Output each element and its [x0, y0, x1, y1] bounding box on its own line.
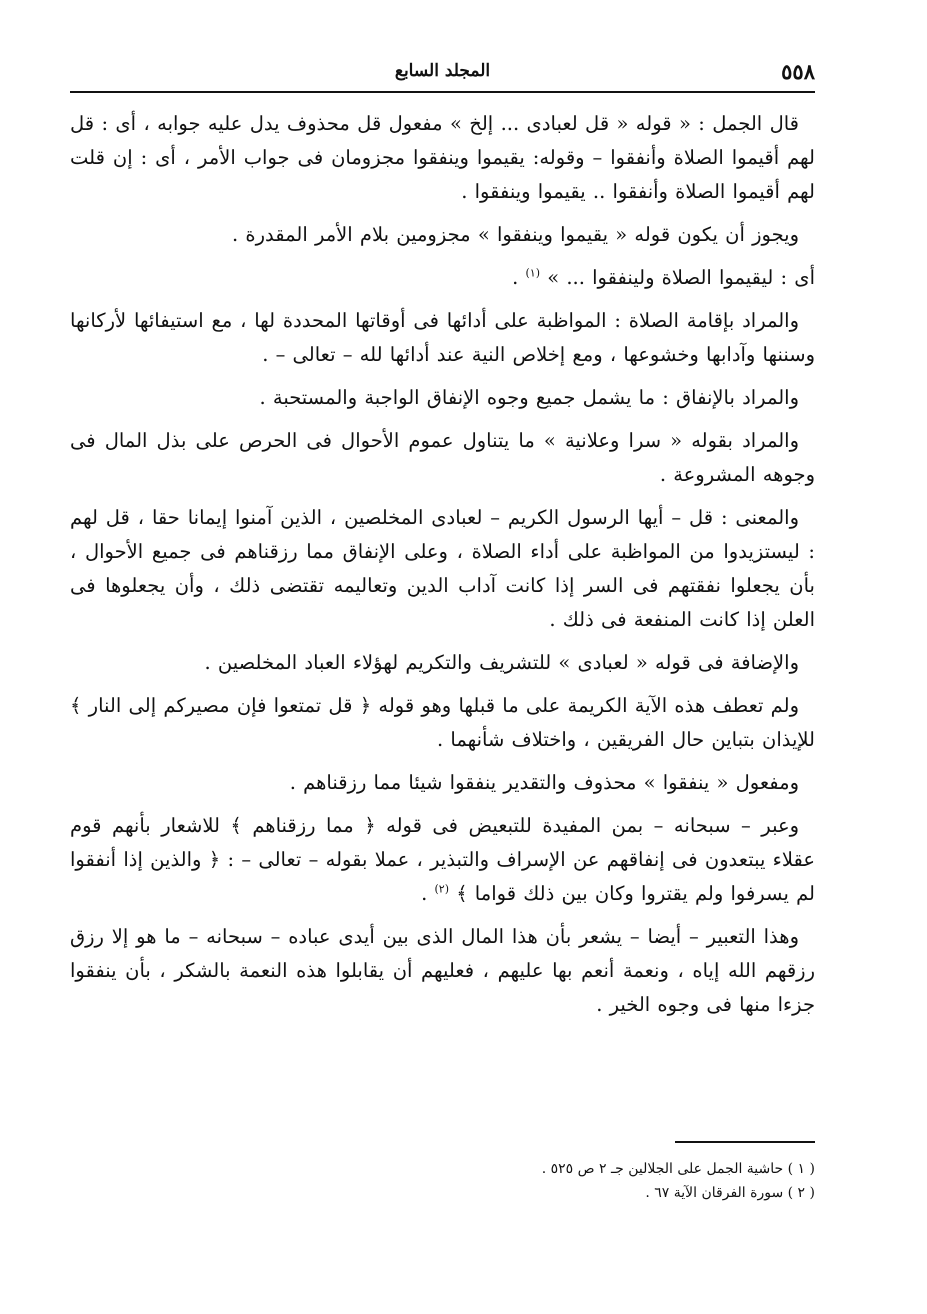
- paragraph-9: ولم تعطف هذه الآية الكريمة على ما قبلها وهو قوله ﴿ قل تمتعوا فإن مصيركم إلى النار ﴾ للإيذان بتباين حال الفريقين ، واختلاف شأنهما .: [70, 694, 815, 751]
- page-header: [70, 55, 815, 93]
- paragraph-11: وعبر – سبحانه – بمن المفيدة للتبعيض فى قوله ﴿ مما رزقناهم ﴾ للاشعار بأنهم قوم عقلاء يبتعدون فى إنفاقهم عن الإسراف والتبذير ، عملا بقوله – تعالى – : ﴿ والذين إذا أنفقوا لم يسرفوا ولم يقتروا وكان بين ذلك قواما ﴾ $^{(٢)}$ .: [70, 814, 815, 905]
- page-number: ٥٥٨: [781, 59, 815, 84]
- footnote-separator: [675, 1141, 815, 1143]
- footnote-1: ( ١ ) حاشية الجمل على الجلالين جـ ٢ ص ٥٢٥ .: [541, 1161, 815, 1177]
- footnote-mark-2: (٢): [434, 882, 449, 896]
- paragraph-3-text: أى : ليقيموا الصلاة ولينفقوا ... »: [547, 266, 815, 289]
- footnote-mark-1: (١): [525, 266, 541, 280]
- paragraph-4: والمراد بإقامة الصلاة : المواظبة على أدائها فى أوقاتها المحددة لها ، مع استيفائها لأركانها وسننها وآدابها وخشوعها ، ومع إخلاص النية عند أدائها لله – تعالى – .: [70, 309, 815, 366]
- footnotes: [70, 1141, 815, 1205]
- paragraph-6: والمراد بقوله « سرا وعلانية » ما يتناول عموم الأحوال فى الحرص على بذل المال فى وجوهه المشروعة .: [70, 429, 815, 486]
- paragraph-3: أى : ليقيموا الصلاة ولينفقوا ... » $^{(١)}$ .: [512, 266, 815, 289]
- book-page: [70, 55, 815, 1275]
- body-text: [70, 107, 815, 1022]
- paragraph-1: قال الجمل : « قوله « قل لعبادى ... إلخ » مفعول قل محذوف يدل عليه جوابه ، أى : قل لهم أقيموا الصلاة وأنفقوا – وقوله: يقيموا وينفقوا مجزومان فى جواب الأمر ، أى : إن قلت لهم أقيموا الصلاة وأنفقوا .. يقيموا وينفقوا .: [70, 112, 815, 203]
- paragraph-8: والإضافة فى قوله « لعبادى » للتشريف والتكريم لهؤلاء العباد المخلصين .: [204, 651, 799, 674]
- paragraph-5: والمراد بالإنفاق : ما يشمل جميع وجوه الإنفاق الواجبة والمستحبة .: [259, 386, 799, 409]
- running-title: المجلد السابع: [394, 61, 491, 81]
- paragraph-11-text: وعبر – سبحانه – بمن المفيدة للتبعيض فى قوله ﴿ مما رزقناهم ﴾ للاشعار بأنهم قوم عقلاء يبتعدون فى إنفاقهم عن الإسراف والتبذير ، عملا بقوله – تعالى – : ﴿ والذين إذا أنفقوا لم يسرفوا ولم يقتروا وكان بين ذلك قواما ﴾: [70, 814, 815, 905]
- paragraph-2: ويجوز أن يكون قوله « يقيموا وينفقوا » مجزومين بلام الأمر المقدرة .: [232, 223, 799, 246]
- footnote-2: ( ٢ ) سورة الفرقان الآية ٦٧ .: [645, 1185, 815, 1201]
- paragraph-7: والمعنى : قل – أيها الرسول الكريم – لعبادى المخلصين ، الذين آمنوا إيمانا حقا ، قل لهم : ليستزيدوا من المواظبة على أداء الصلاة ، وعلى الإنفاق مما رزقناهم فى جميع الأحوال ، بأن يجعلوا نفقتهم فى السر إذا كانت آداب الدين وتعاليمه تقتضى ذلك ، وأن يجعلوها فى العلن إذا كانت المنفعة فى ذلك .: [70, 506, 815, 631]
- paragraph-10: ومفعول « ينفقوا » محذوف والتقدير ينفقوا شيئا مما رزقناهم .: [289, 771, 799, 794]
- paragraph-12: وهذا التعبير – أيضا – يشعر بأن هذا المال الذى بين أيدى عباده – سبحانه – ما هو إلا رزق رزقهم الله إياه ، ونعمة أنعم بها عليهم ، فعليهم أن يقابلوا هذه النعمة بالشكر ، بأن ينفقوا جزءا منها فى وجوه الخير .: [70, 925, 815, 1016]
